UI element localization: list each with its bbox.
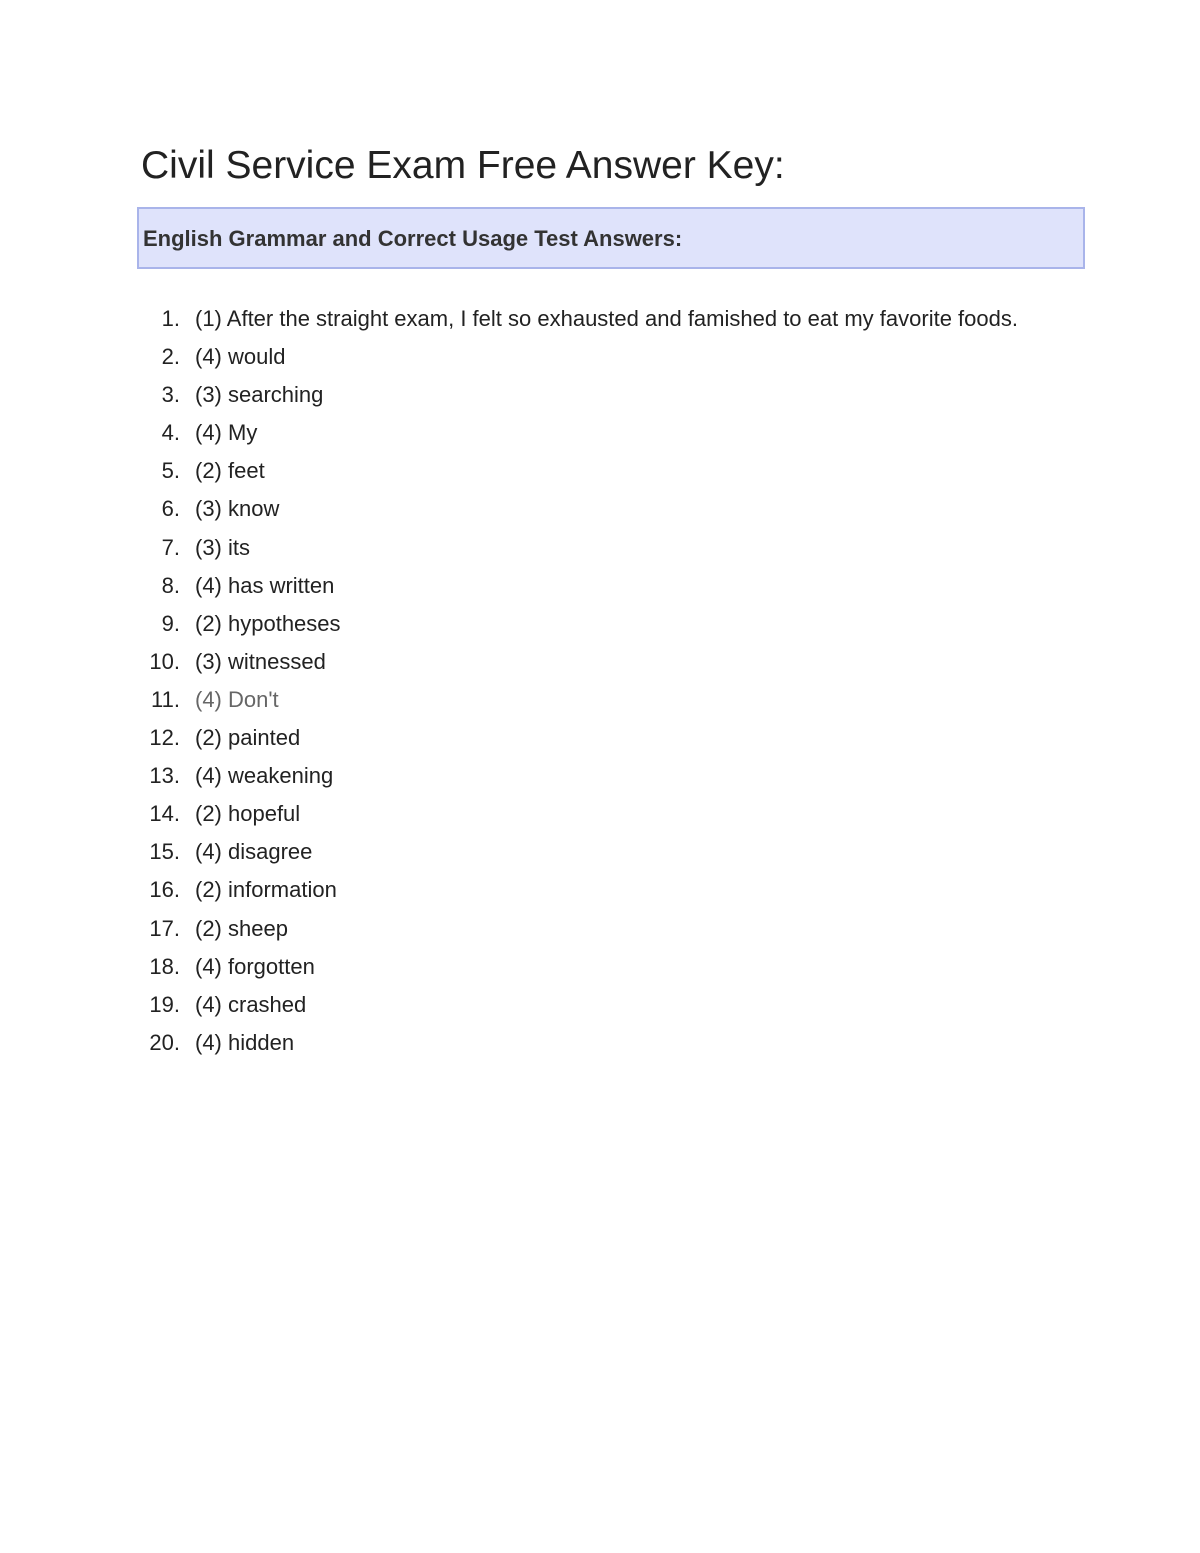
answer-text: (4) would: [195, 344, 286, 370]
answer-number: 3.: [161, 382, 180, 408]
answer-number: 12.: [149, 725, 180, 751]
answer-item: [0, 301, 1200, 337]
answer-number: 20.: [149, 1029, 180, 1055]
answer-number: 17.: [149, 915, 180, 941]
answer-number: 15.: [149, 839, 180, 865]
answer-number: 18.: [149, 953, 180, 979]
answer-item: [0, 606, 1200, 642]
answer-item: [0, 758, 1200, 794]
answer-item: [0, 415, 1200, 451]
answer-text: (3) know: [195, 496, 280, 522]
section-heading-box: [137, 207, 1085, 269]
answer-number: 4.: [161, 420, 180, 446]
answer-text: (1) After the straight exam, I felt so exhausted and famished to eat my favorite foods.: [195, 306, 1018, 331]
answer-item: [0, 911, 1200, 947]
answer-text: (2) information: [195, 877, 337, 903]
answer-number: 7.: [161, 534, 180, 560]
answer-number: 1.: [161, 306, 180, 331]
answer-number: 9.: [161, 610, 180, 636]
answer-text: (2) hopeful: [195, 801, 301, 827]
answer-text: (2) hypotheses: [195, 610, 341, 636]
answer-item: [0, 453, 1200, 489]
answer-number: 10.: [149, 648, 180, 674]
answer-item: [0, 1025, 1200, 1061]
answer-text: (4) hidden: [195, 1029, 295, 1055]
answer-item: [0, 339, 1200, 375]
answer-text: (4) crashed: [195, 991, 307, 1017]
answer-text: (3) witnessed: [195, 648, 326, 674]
answer-item: [0, 530, 1200, 566]
answer-item: [0, 377, 1200, 413]
answer-item: [0, 682, 1200, 718]
answer-text: (4) disagree: [195, 839, 313, 865]
answer-item: [0, 987, 1200, 1023]
page-title: Civil Service Exam Free Answer Key:: [141, 144, 785, 187]
answer-number: 19.: [149, 991, 180, 1017]
answer-number: 11.: [151, 686, 180, 712]
answer-number: 14.: [149, 801, 180, 827]
answer-text: (4) forgotten: [195, 953, 315, 979]
answer-item: [0, 491, 1200, 527]
section-heading: English Grammar and Correct Usage Test Answers:: [143, 226, 683, 251]
answer-text: (4) weakening: [195, 763, 334, 789]
answer-text: (4) Don't: [195, 686, 279, 712]
answer-text: (4) My: [195, 420, 258, 446]
answer-number: 2.: [161, 344, 180, 370]
answer-text: (2) sheep: [195, 915, 288, 941]
answer-text: (2) painted: [195, 725, 301, 751]
answer-text: (2) feet: [195, 458, 265, 484]
answer-number: 13.: [149, 763, 180, 789]
answer-text: (4) has written: [195, 572, 335, 598]
answer-item: [0, 834, 1200, 870]
answer-item: [0, 644, 1200, 680]
answer-text: (3) its: [195, 534, 250, 560]
answer-item: [0, 796, 1200, 832]
answer-number: 8.: [161, 572, 180, 598]
answer-list: [0, 301, 1200, 1063]
answer-item: [0, 872, 1200, 908]
answer-item: [0, 949, 1200, 985]
answer-item: [0, 568, 1200, 604]
answer-number: 6.: [161, 496, 180, 522]
answer-item: [0, 720, 1200, 756]
answer-number: 5.: [161, 458, 180, 484]
answer-text: (3) searching: [195, 382, 324, 408]
answer-number: 16.: [149, 877, 180, 903]
